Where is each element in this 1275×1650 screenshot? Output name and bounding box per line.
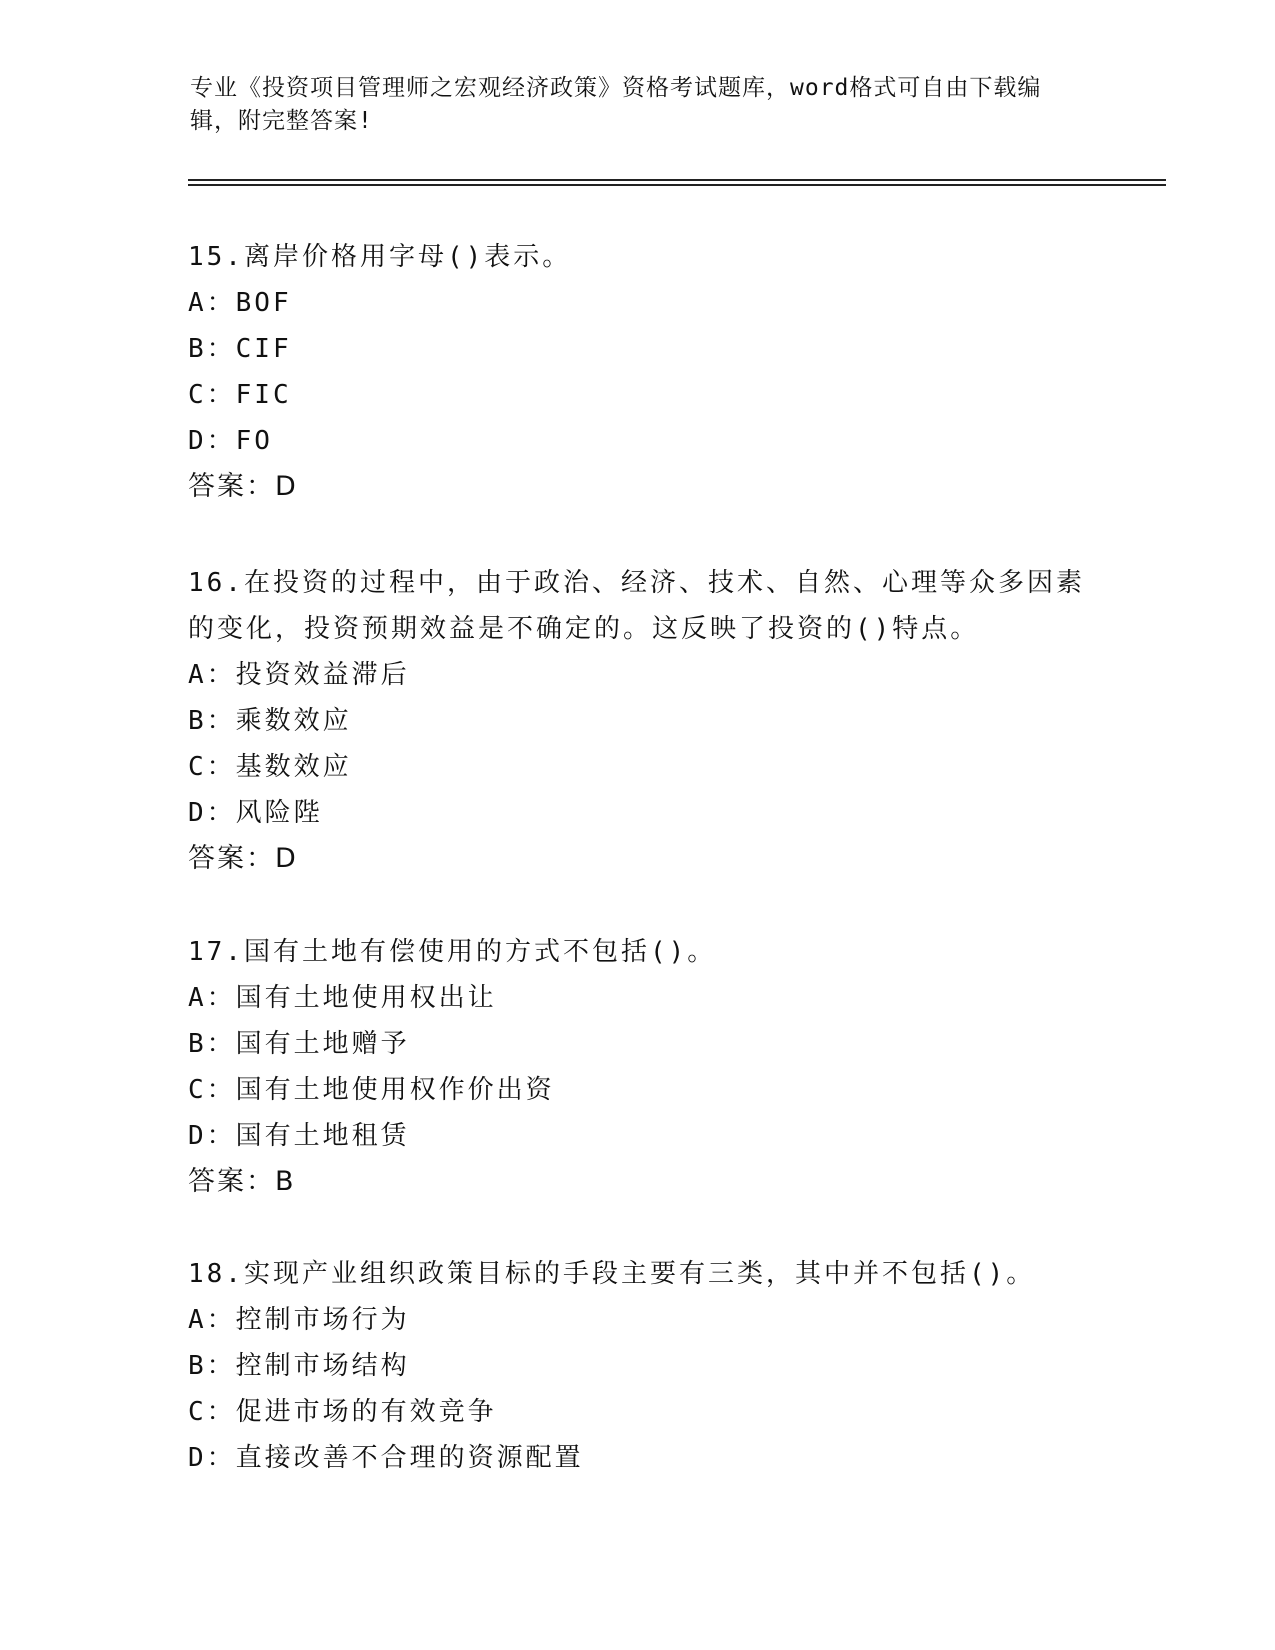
question-18 — [188, 1251, 1088, 1481]
header-line-1: 专业《投资项目管理师之宏观经济政策》资格考试题库，word格式可自由下载编 — [190, 75, 1042, 101]
option-c: C：FIC — [188, 380, 292, 410]
option-b: B：控制市场结构 — [188, 1351, 410, 1381]
option-c: C：国有土地使用权作价出资 — [188, 1075, 555, 1105]
question-stem: 17.国有土地有偿使用的方式不包括()。 — [188, 937, 717, 967]
answer-line: 答案：D — [188, 471, 298, 502]
option-a: A：投资效益滞后 — [188, 660, 410, 690]
option-d: D：FO — [188, 426, 273, 456]
header-line-2: 辑，附完整答案! — [190, 108, 373, 134]
header-divider-bottom — [188, 184, 1166, 186]
question-17 — [188, 929, 1088, 1205]
question-stem-line-2: 的变化，投资预期效益是不确定的。这反映了投资的()特点。 — [188, 614, 980, 644]
header-divider-top — [188, 179, 1166, 181]
option-c: C：促进市场的有效竞争 — [188, 1397, 497, 1427]
question-16 — [188, 560, 1088, 882]
document-header — [190, 72, 1090, 138]
option-d: D：风险陛 — [188, 798, 323, 828]
question-15 — [188, 234, 1088, 510]
option-a: A：BOF — [188, 288, 292, 318]
answer-line: 答案：B — [188, 1166, 296, 1197]
option-d: D：直接改善不合理的资源配置 — [188, 1443, 584, 1473]
option-a: A：国有土地使用权出让 — [188, 983, 497, 1013]
question-stem: 18.实现产业组织政策目标的手段主要有三类，其中并不包括()。 — [188, 1259, 1036, 1289]
answer-line: 答案：D — [188, 843, 298, 874]
option-b: B：国有土地赠予 — [188, 1029, 410, 1059]
question-stem-line-1: 16.在投资的过程中，由于政治、经济、技术、自然、心理等众多因素 — [188, 568, 1085, 598]
option-b: B：CIF — [188, 334, 292, 364]
option-b: B：乘数效应 — [188, 706, 352, 736]
question-stem: 15.离岸价格用字母()表示。 — [188, 242, 572, 272]
option-a: A：控制市场行为 — [188, 1305, 410, 1335]
option-d: D：国有土地租赁 — [188, 1121, 410, 1151]
option-c: C：基数效应 — [188, 752, 352, 782]
